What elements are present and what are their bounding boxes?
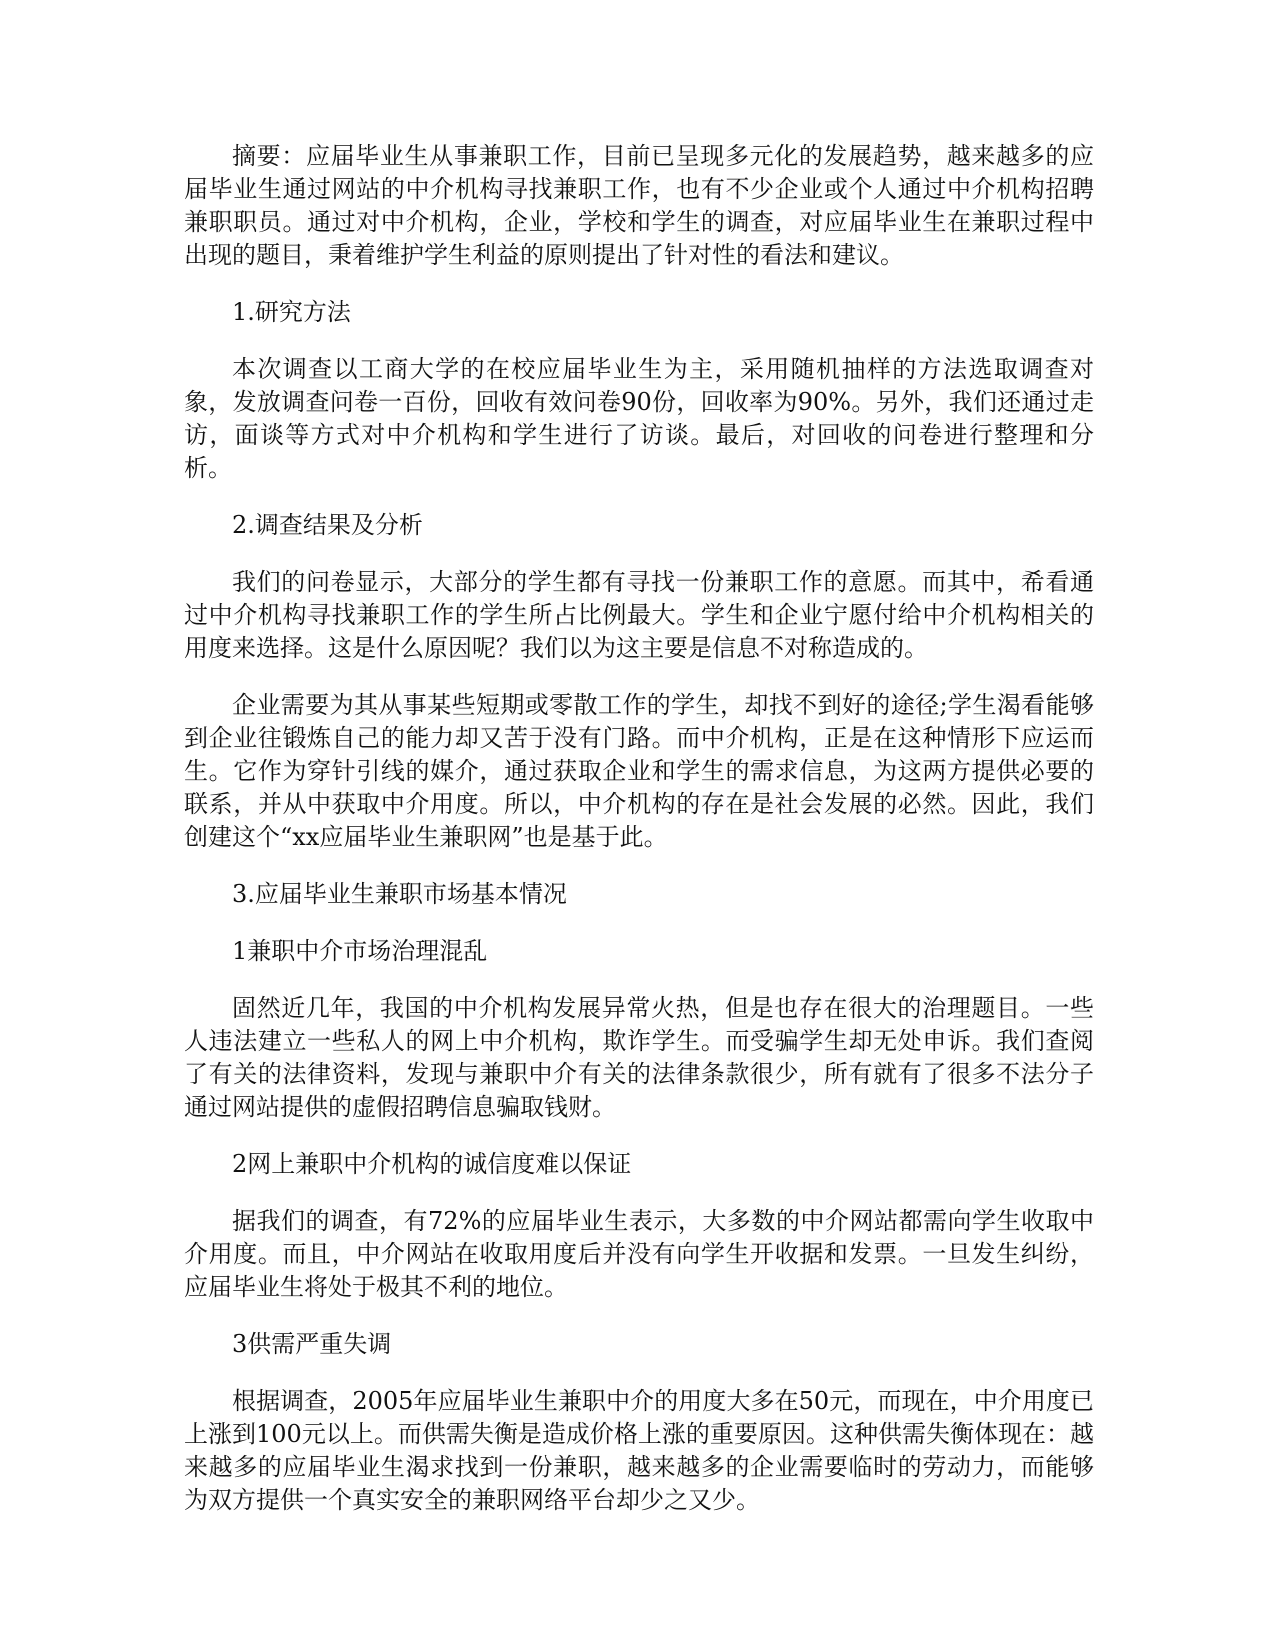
subsection-heading-management-chaos: 1兼职中介市场治理混乱 xyxy=(232,937,488,965)
credibility-paragraph: 据我们的调查，有72%的应届毕业生表示，大多数的中介网站都需向学生收取中介用度。而且，中介网站在收取用度后并没有向学生开收据和发票。一旦发生纠纷，应届毕业生将处于极其不利的地位。 xyxy=(184,1207,1094,1301)
results-paragraph-1: 我们的问卷显示，大部分的学生都有寻找一份兼职工作的意愿。而其中，希看通过中介机构寻找兼职工作的学生所占比例最大。学生和企业宁愿付给中介机构相关的用度来选择。这是什么原因呢？我们以为这主要是信息不对称造成的。 xyxy=(184,568,1094,662)
abstract-paragraph: 摘要：应届毕业生从事兼职工作，目前已呈现多元化的发展趋势，越来越多的应届毕业生通过网站的中介机构寻找兼职工作，也有不少企业或个人通过中介机构招聘兼职职员。通过对中介机构，企业，学校和学生的调查，对应届毕业生在兼职过程中出现的题目，秉着维护学生利益的原则提出了针对性的看法和建议。 xyxy=(184,142,1094,269)
subsection-heading-supply-demand: 3供需严重失调 xyxy=(232,1330,392,1358)
section-heading-research-methods: 1.研究方法 xyxy=(232,298,351,326)
section-heading-results-analysis: 2.调查结果及分析 xyxy=(232,511,423,539)
results-paragraph-2: 企业需要为其从事某些短期或零散工作的学生，却找不到好的途径;学生渴看能够到企业往锻炼自己的能力却又苦于没有门路。而中介机构，正是在这种情形下应运而生。它作为穿针引线的媒介，通过获取企业和学生的需求信息，为这两方提供必要的联系，并从中获取中介用度。所以，中介机构的存在是社会发展的必然。因此，我们创建这个“xx应届毕业生兼职网”也是基于此。 xyxy=(184,691,1094,851)
supply-demand-paragraph: 根据调查，2005年应届毕业生兼职中介的用度大多在50元，而现在，中介用度已上涨到100元以上。而供需失衡是造成价格上涨的重要原因。这种供需失衡体现在：越来越多的应届毕业生渴求找到一份兼职，越来越多的企业需要临时的劳动力，而能够为双方提供一个真实安全的兼职网络平台却少之又少。 xyxy=(184,1387,1094,1514)
subsection-heading-credibility: 2网上兼职中介机构的诚信度难以保证 xyxy=(232,1150,632,1178)
research-methods-paragraph: 本次调查以工商大学的在校应届毕业生为主，采用随机抽样的方法选取调查对象，发放调查问卷一百份，回收有效问卷90份，回收率为90%。另外，我们还通过走访，面谈等方式对中介机构和学生进行了访谈。最后，对回收的问卷进行整理和分析。 xyxy=(184,355,1094,482)
document-page xyxy=(184,140,1094,1541)
section-heading-market-situation: 3.应届毕业生兼职市场基本情况 xyxy=(232,880,567,908)
management-chaos-paragraph: 固然近几年，我国的中介机构发展异常火热，但是也存在很大的治理题目。一些人违法建立一些私人的网上中介机构，欺诈学生。而受骗学生却无处申诉。我们查阅了有关的法律资料，发现与兼职中介有关的法律条款很少，所有就有了很多不法分子通过网站提供的虚假招聘信息骗取钱财。 xyxy=(184,994,1094,1121)
